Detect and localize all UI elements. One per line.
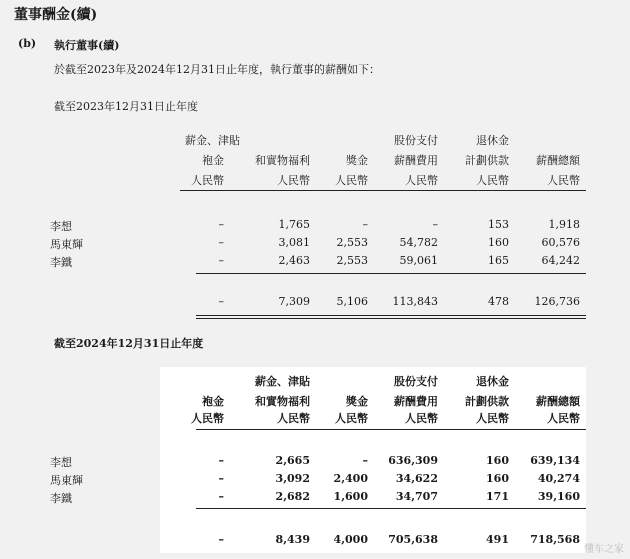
unit-label: 人民幣	[277, 412, 310, 425]
unit-label: 人民幣	[335, 412, 368, 425]
cell: 1,765	[278, 218, 310, 231]
col-header: 獎金	[346, 154, 368, 167]
col-header: 計劃供款	[465, 154, 509, 167]
header-row-1	[50, 132, 586, 148]
director-name: 李想	[50, 220, 72, 233]
cell: 160	[486, 454, 509, 467]
cell: 64,242	[541, 254, 580, 267]
cell: 1,918	[548, 218, 580, 231]
unit-label: 人民幣	[277, 174, 310, 187]
divider	[196, 429, 586, 430]
table-row	[50, 472, 586, 488]
cell: –	[218, 472, 224, 485]
header-row-3	[50, 172, 586, 188]
unit-label: 人民幣	[547, 412, 580, 425]
cell: 54,782	[399, 236, 438, 249]
total-cell: –	[218, 295, 224, 308]
header-row-2	[50, 152, 586, 168]
table-row	[50, 254, 586, 270]
divider	[196, 508, 586, 509]
table-2023-caption: 截至2023年12月31日止年度	[54, 100, 198, 113]
page-title: 董事酬金(續)	[14, 7, 98, 23]
col-header: 股份支付	[394, 134, 438, 147]
cell: 2,463	[278, 254, 310, 267]
col-header: 和實物福利	[255, 154, 310, 167]
total-cell: 718,568	[530, 533, 580, 546]
table-row	[50, 218, 586, 234]
cell: 153	[488, 218, 509, 231]
cell: –	[432, 218, 438, 231]
col-header: 袍金	[202, 395, 224, 408]
col-header: 股份支付	[394, 375, 438, 388]
cell: 3,081	[278, 236, 310, 249]
cell: 34,707	[395, 490, 438, 503]
unit-label: 人民幣	[191, 174, 224, 187]
director-name: 李想	[50, 456, 72, 469]
unit-label: 人民幣	[547, 174, 580, 187]
cell: 165	[488, 254, 509, 267]
col-header: 薪金、津貼	[255, 375, 310, 388]
col-header: 薪金、津貼	[185, 134, 240, 147]
unit-label: 人民幣	[335, 174, 368, 187]
total-row	[50, 533, 586, 549]
total-cell: 705,638	[388, 533, 438, 546]
intro-text: 於截至2023年及2024年12月31日止年度，執行董事的薪酬如下：	[54, 63, 380, 76]
cell: –	[218, 490, 224, 503]
col-header: 薪酬總額	[536, 154, 580, 167]
col-header: 計劃供款	[465, 395, 509, 408]
cell: 40,274	[537, 472, 580, 485]
cell: 160	[488, 236, 509, 249]
cell: –	[218, 218, 224, 231]
table-row	[50, 454, 586, 470]
cell: –	[362, 454, 368, 467]
divider	[196, 318, 586, 319]
col-header: 退休金	[476, 134, 509, 147]
cell: 3,092	[275, 472, 310, 485]
total-cell: 126,736	[534, 295, 580, 308]
director-name: 馬東輝	[50, 474, 83, 487]
header-row-3	[50, 410, 586, 426]
table-2024-caption: 截至2024年12月31日止年度	[54, 337, 204, 350]
table-row	[50, 490, 586, 506]
total-cell: 478	[488, 295, 509, 308]
col-header: 袍金	[202, 154, 224, 167]
unit-label: 人民幣	[476, 412, 509, 425]
cell: 2,553	[336, 236, 368, 249]
cell: –	[218, 254, 224, 267]
director-name: 馬東輝	[50, 238, 83, 251]
watermark-logo: 懂车之家	[584, 544, 624, 555]
cell: 639,134	[530, 454, 580, 467]
cell: 2,682	[275, 490, 310, 503]
unit-label: 人民幣	[191, 412, 224, 425]
col-header: 獎金	[346, 395, 368, 408]
cell: 2,400	[333, 472, 368, 485]
col-header: 和實物福利	[255, 395, 310, 408]
unit-label: 人民幣	[405, 174, 438, 187]
divider	[180, 190, 586, 191]
cell: 636,309	[388, 454, 438, 467]
total-cell: 491	[486, 533, 509, 546]
cell: 171	[486, 490, 509, 503]
total-cell: 7,309	[278, 295, 310, 308]
section-title: 執行董事(續)	[54, 39, 120, 52]
cell: 1,600	[333, 490, 368, 503]
director-name: 李鐵	[50, 256, 72, 269]
col-header: 薪酬費用	[394, 395, 438, 408]
col-header: 薪酬費用	[394, 154, 438, 167]
cell: 59,061	[399, 254, 438, 267]
cell: –	[218, 454, 224, 467]
table-row	[50, 236, 586, 252]
cell: 60,576	[541, 236, 580, 249]
total-cell: 8,439	[275, 533, 310, 546]
cell: –	[218, 236, 224, 249]
cell: 39,160	[537, 490, 580, 503]
cell: 160	[486, 472, 509, 485]
cell: 34,622	[395, 472, 438, 485]
director-name: 李鐵	[50, 492, 72, 505]
cell: 2,553	[336, 254, 368, 267]
header-row-1	[50, 373, 586, 389]
total-cell: 4,000	[333, 533, 368, 546]
total-row	[50, 295, 586, 311]
total-cell: 113,843	[392, 295, 438, 308]
section-label: (b)	[18, 37, 37, 50]
total-cell: 5,106	[336, 295, 368, 308]
cell: 2,665	[275, 454, 310, 467]
col-header: 退休金	[476, 375, 509, 388]
col-header: 薪酬總額	[536, 395, 580, 408]
unit-label: 人民幣	[476, 174, 509, 187]
cell: –	[362, 218, 368, 231]
unit-label: 人民幣	[405, 412, 438, 425]
total-cell: –	[218, 533, 224, 546]
header-row-2	[50, 393, 586, 409]
divider	[196, 273, 586, 274]
divider	[196, 315, 586, 316]
